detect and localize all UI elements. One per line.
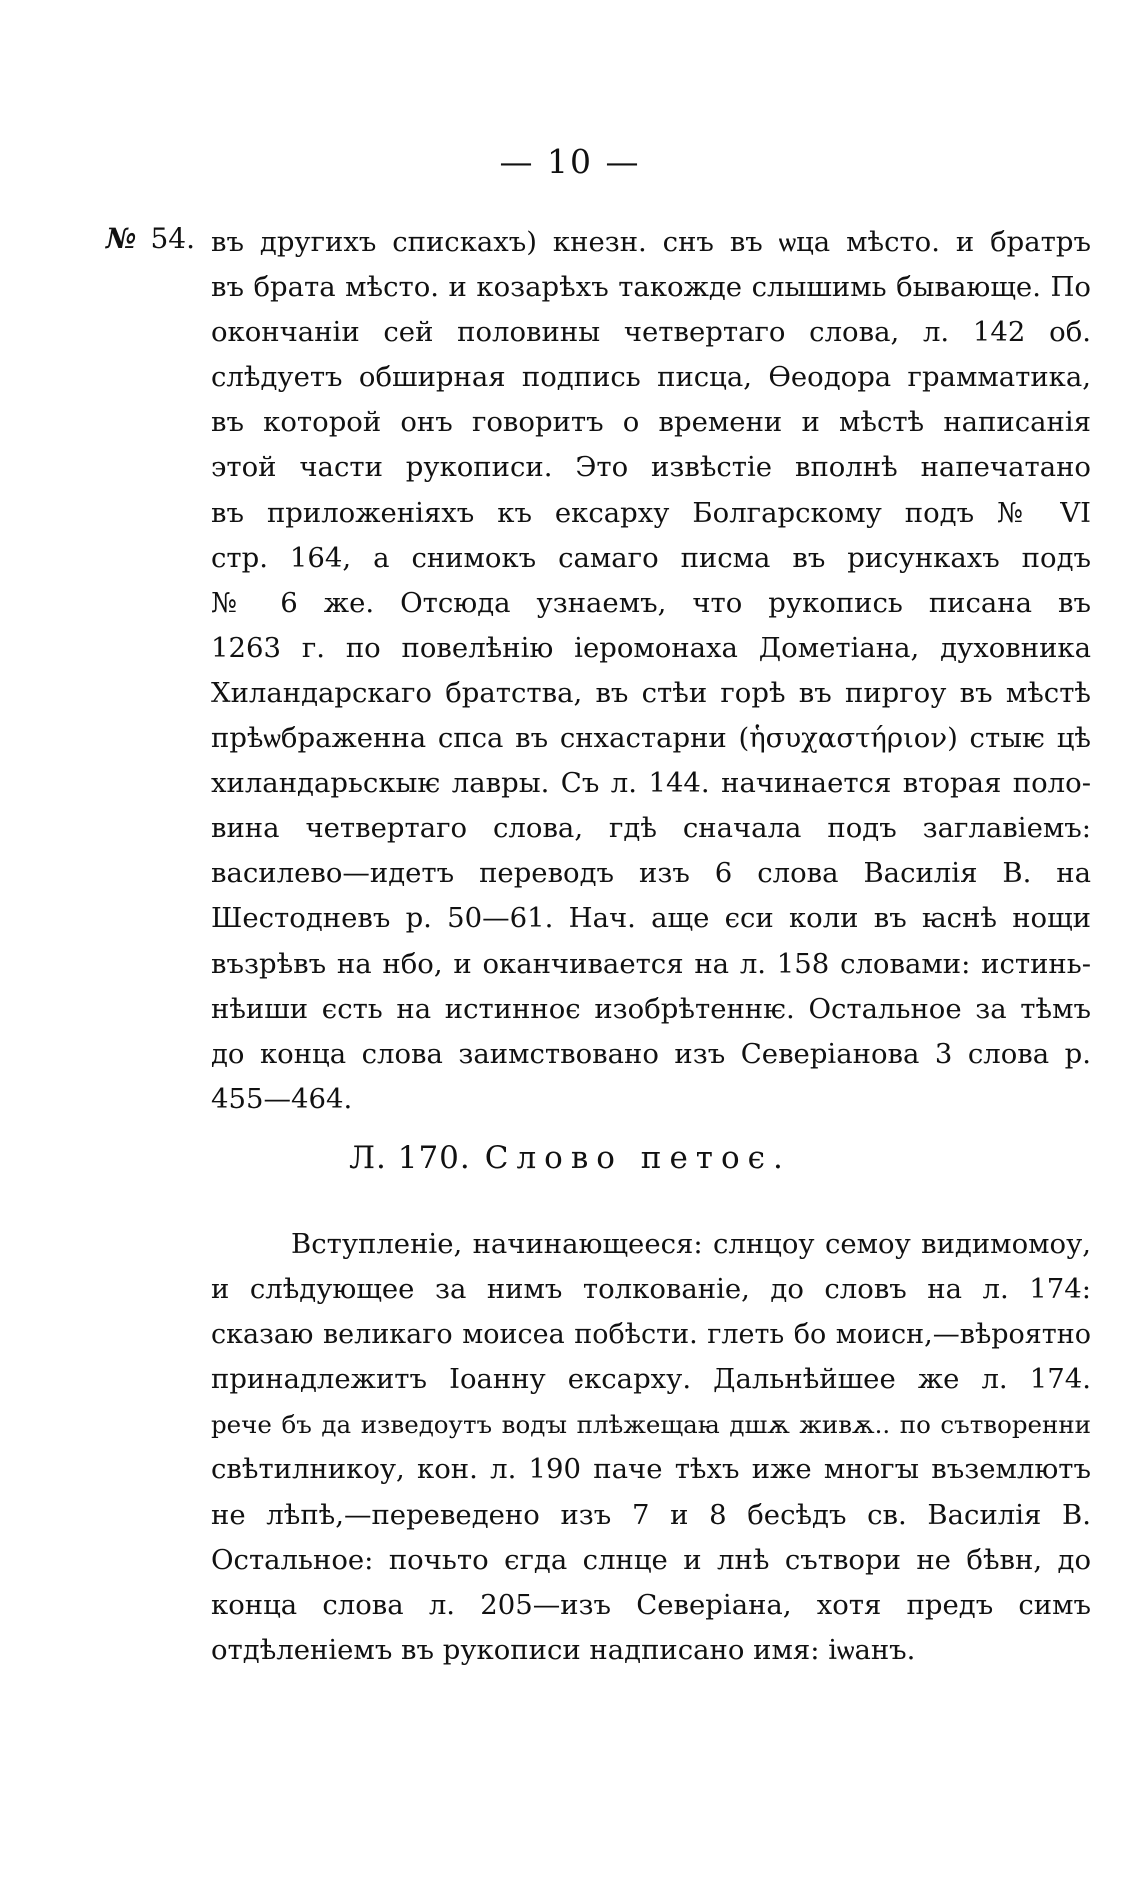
text-line: сказаю великаго моисеа побѣсти. глеть бо моисн,—вѣроятно bbox=[211, 1319, 1091, 1351]
text-line: въ другихъ спискахъ) кнезн. снъ въ ѡца мѣсто. и братръ bbox=[211, 226, 1091, 258]
text-line: отдѣленіемъ въ рукописи надписано имя: іѡанъ. bbox=[211, 1633, 916, 1666]
text-line: Вступленіе, начинающееся: слнцоу семоу видимомоу, bbox=[291, 1228, 1091, 1260]
text-line: до конца слова заимствовано изъ Северіанова 3 слова р. bbox=[211, 1037, 1091, 1070]
text-line: и слѣдующее за нимъ толкованіе, до словъ на л. 174: bbox=[211, 1273, 1091, 1306]
text-line: въ которой онъ говоритъ о времени и мѣстѣ написанія bbox=[211, 406, 1091, 439]
text-line: Хиландарскаго братства, въ стѣи горѣ въ пиргоу въ мѣстѣ bbox=[211, 676, 1091, 709]
text-line: слѣдуетъ обширная подпись писца, Ѳеодора грамматика, bbox=[211, 361, 1091, 394]
entry-number: 54. bbox=[150, 222, 195, 255]
page-number: — 10 — bbox=[499, 142, 641, 181]
text-line: вина четвертаго слова, гдѣ сначала подъ заглавіемъ: bbox=[211, 812, 1091, 845]
paragraph-1 bbox=[211, 220, 1091, 1122]
text-line: Шестодневъ р. 50—61. Нач. аще єси коли въ ꙗснѣ нощи bbox=[211, 902, 1091, 935]
text-line: конца слова л. 205—изъ Северіана, хотя предъ симъ bbox=[211, 1588, 1091, 1621]
text-line: възрѣвъ на нбо, и оканчивается на л. 158 словами: истинь- bbox=[211, 947, 1091, 980]
text-line: хиландарьскыѥ лавры. Съ л. 144. начинается вторая поло- bbox=[211, 767, 1091, 800]
entry-marker bbox=[106, 222, 195, 255]
text-line: прѣѡбраженна спса въ снхастарни (ἡσυχαστήριον) стыѥ цѣ bbox=[211, 722, 1091, 755]
text-line: принадлежитъ Іоанну ексарху. Дальнѣйшее же л. 174. bbox=[211, 1363, 1091, 1396]
text-line: въ приложеніяхъ къ ексарху Болгарскому подъ № VI bbox=[211, 496, 1091, 529]
numero-sign: № bbox=[106, 222, 137, 255]
text-line: въ брата мѣсто. и козарѣхъ такожде слышимь бывающе. По bbox=[211, 271, 1091, 304]
paragraph-2 bbox=[211, 1222, 1091, 1673]
text-line: рече бъ да изведоутъ водꙑ плѣжещаꙗ дшѫ живѫ.. по сътворенни bbox=[211, 1410, 1091, 1440]
text-line: стр. 164, а снимокъ самаго писма въ рисункахъ подъ bbox=[211, 541, 1091, 574]
section-heading bbox=[0, 1140, 1140, 1176]
text-line: не лѣпѣ,—переведено изъ 7 и 8 бесѣдъ св. Василія В. bbox=[211, 1498, 1091, 1531]
text-line: этой части рукописи. Это извѣстіе вполнѣ напечатано bbox=[211, 451, 1091, 484]
text-line: нѣиши єсть на истинноє изобрѣтеннѥ. Остальное за тѣмъ bbox=[211, 992, 1091, 1025]
text-line: 455—464. bbox=[211, 1082, 353, 1115]
section-title: Слово петоє. bbox=[484, 1140, 791, 1176]
text-line: василево—идетъ переводъ изъ 6 слова Василія В. на bbox=[211, 857, 1091, 890]
text-line: 1263 г. по повелѣнію іеромонаха Дометіана, духовника bbox=[211, 631, 1091, 664]
text-line: № 6 же. Отсюда узнаемъ, что рукопись писана въ bbox=[211, 586, 1091, 619]
text-line: окончаніи сей половины четвертаго слова, л. 142 об. bbox=[211, 316, 1091, 349]
section-folio: Л. 170. bbox=[349, 1140, 471, 1176]
text-line: свѣтилникоу, кон. л. 190 паче тѣхъ иже многꙑ въземлютъ bbox=[211, 1453, 1091, 1486]
text-line: Остальное: почьто єгда слнце и лнѣ сътвори не бѣвн, до bbox=[211, 1543, 1091, 1576]
